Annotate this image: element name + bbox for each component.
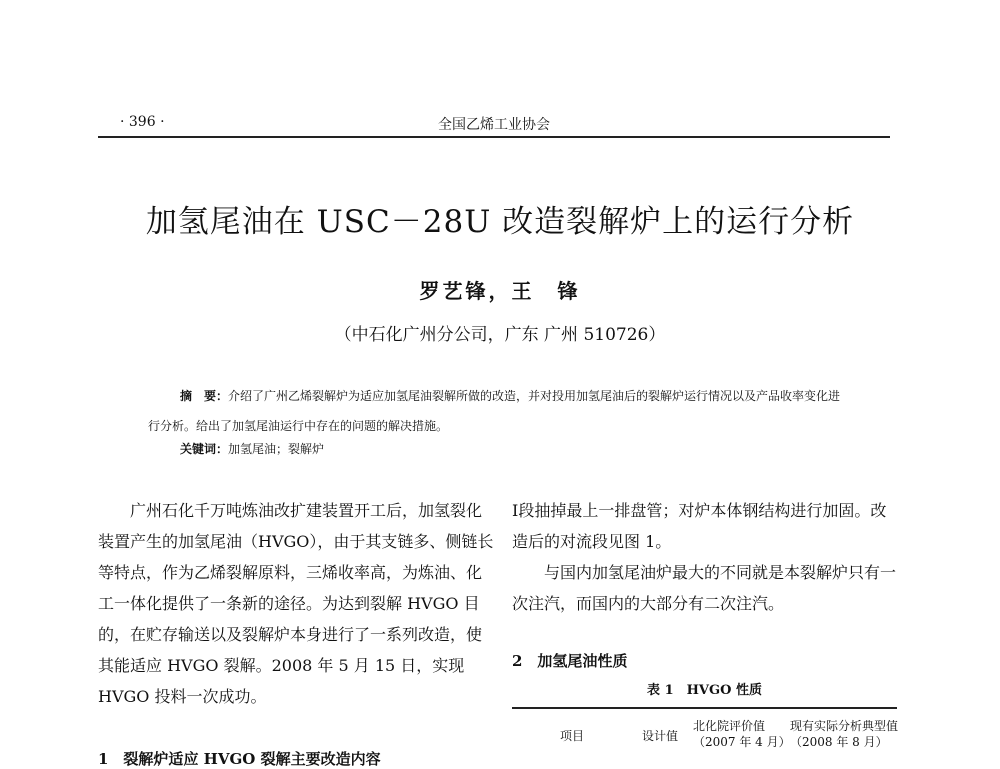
section-2-heading: 2 加氢尾油性质 xyxy=(512,652,628,670)
table-header-item: 项目 xyxy=(560,729,585,743)
running-header xyxy=(98,108,890,138)
table-header-design: 设计值 xyxy=(642,729,679,743)
table-header-evaluation: 北化院评价值（2007 年 4 月） xyxy=(693,719,791,749)
table-header-actual: 现有实际分析典型值（2008 年 8 月） xyxy=(790,719,899,749)
right-paragraph-1: Ⅰ段抽掉最上一排盘管；对炉本体钢结构进行加固。改造后的对流段见图 1。 xyxy=(512,501,887,551)
right-paragraph-2: 与国内加氢尾油炉最大的不同就是本裂解炉只有一次注汽，而国内的大部分有二次注汽。 xyxy=(512,563,897,613)
paper-title: 加氢尾油在 USC－28U 改造裂解炉上的运行分析 xyxy=(145,204,855,240)
section-1-heading: 1 裂解炉适应 HVGO 裂解主要改造内容 xyxy=(98,750,381,768)
journal-name: 全国乙烯工业协会 xyxy=(438,117,550,133)
right-column xyxy=(512,495,897,619)
abstract-label: 摘 要： xyxy=(180,389,229,403)
table-1-caption: 表 1 HVGO 性质 xyxy=(647,683,762,698)
header-rule xyxy=(98,136,890,138)
intro-paragraph: 广州石化千万吨炼油改扩建装置开工后，加氢裂化装置产生的加氢尾油（HVGO），由于其支链多、侧链长等特点，作为乙烯裂解原料，三烯收率高，为炼油、化工一体化提供了一条新的途径。为达到裂解 HVGO 目的，在贮存输送以及裂解炉本身进行了一系列改造，使其能适应 HVGO 裂解。2008 年 5 月 15 日，实现 HVGO 投料一次成功。 xyxy=(98,501,494,706)
paper-authors: 罗艺锋，王 锋 xyxy=(419,279,581,303)
abstract-text: 介绍了广州乙烯裂解炉为适应加氢尾油裂解所做的改造，并对投用加氢尾油后的裂解炉运行情况以及产品收率变化进行分析。给出了加氢尾油运行中存在的问题的解决措施。 xyxy=(148,389,841,433)
left-column xyxy=(98,495,494,712)
abstract xyxy=(148,381,848,441)
page-number: · 396 · xyxy=(120,114,165,130)
keywords-text: 加氢尾油；裂解炉 xyxy=(228,442,325,456)
keywords xyxy=(180,440,324,457)
table-top-rule xyxy=(512,707,897,709)
author-affiliation: （中石化广州分公司，广东 广州 510726） xyxy=(334,325,666,345)
keywords-label: 关键词： xyxy=(180,442,229,456)
